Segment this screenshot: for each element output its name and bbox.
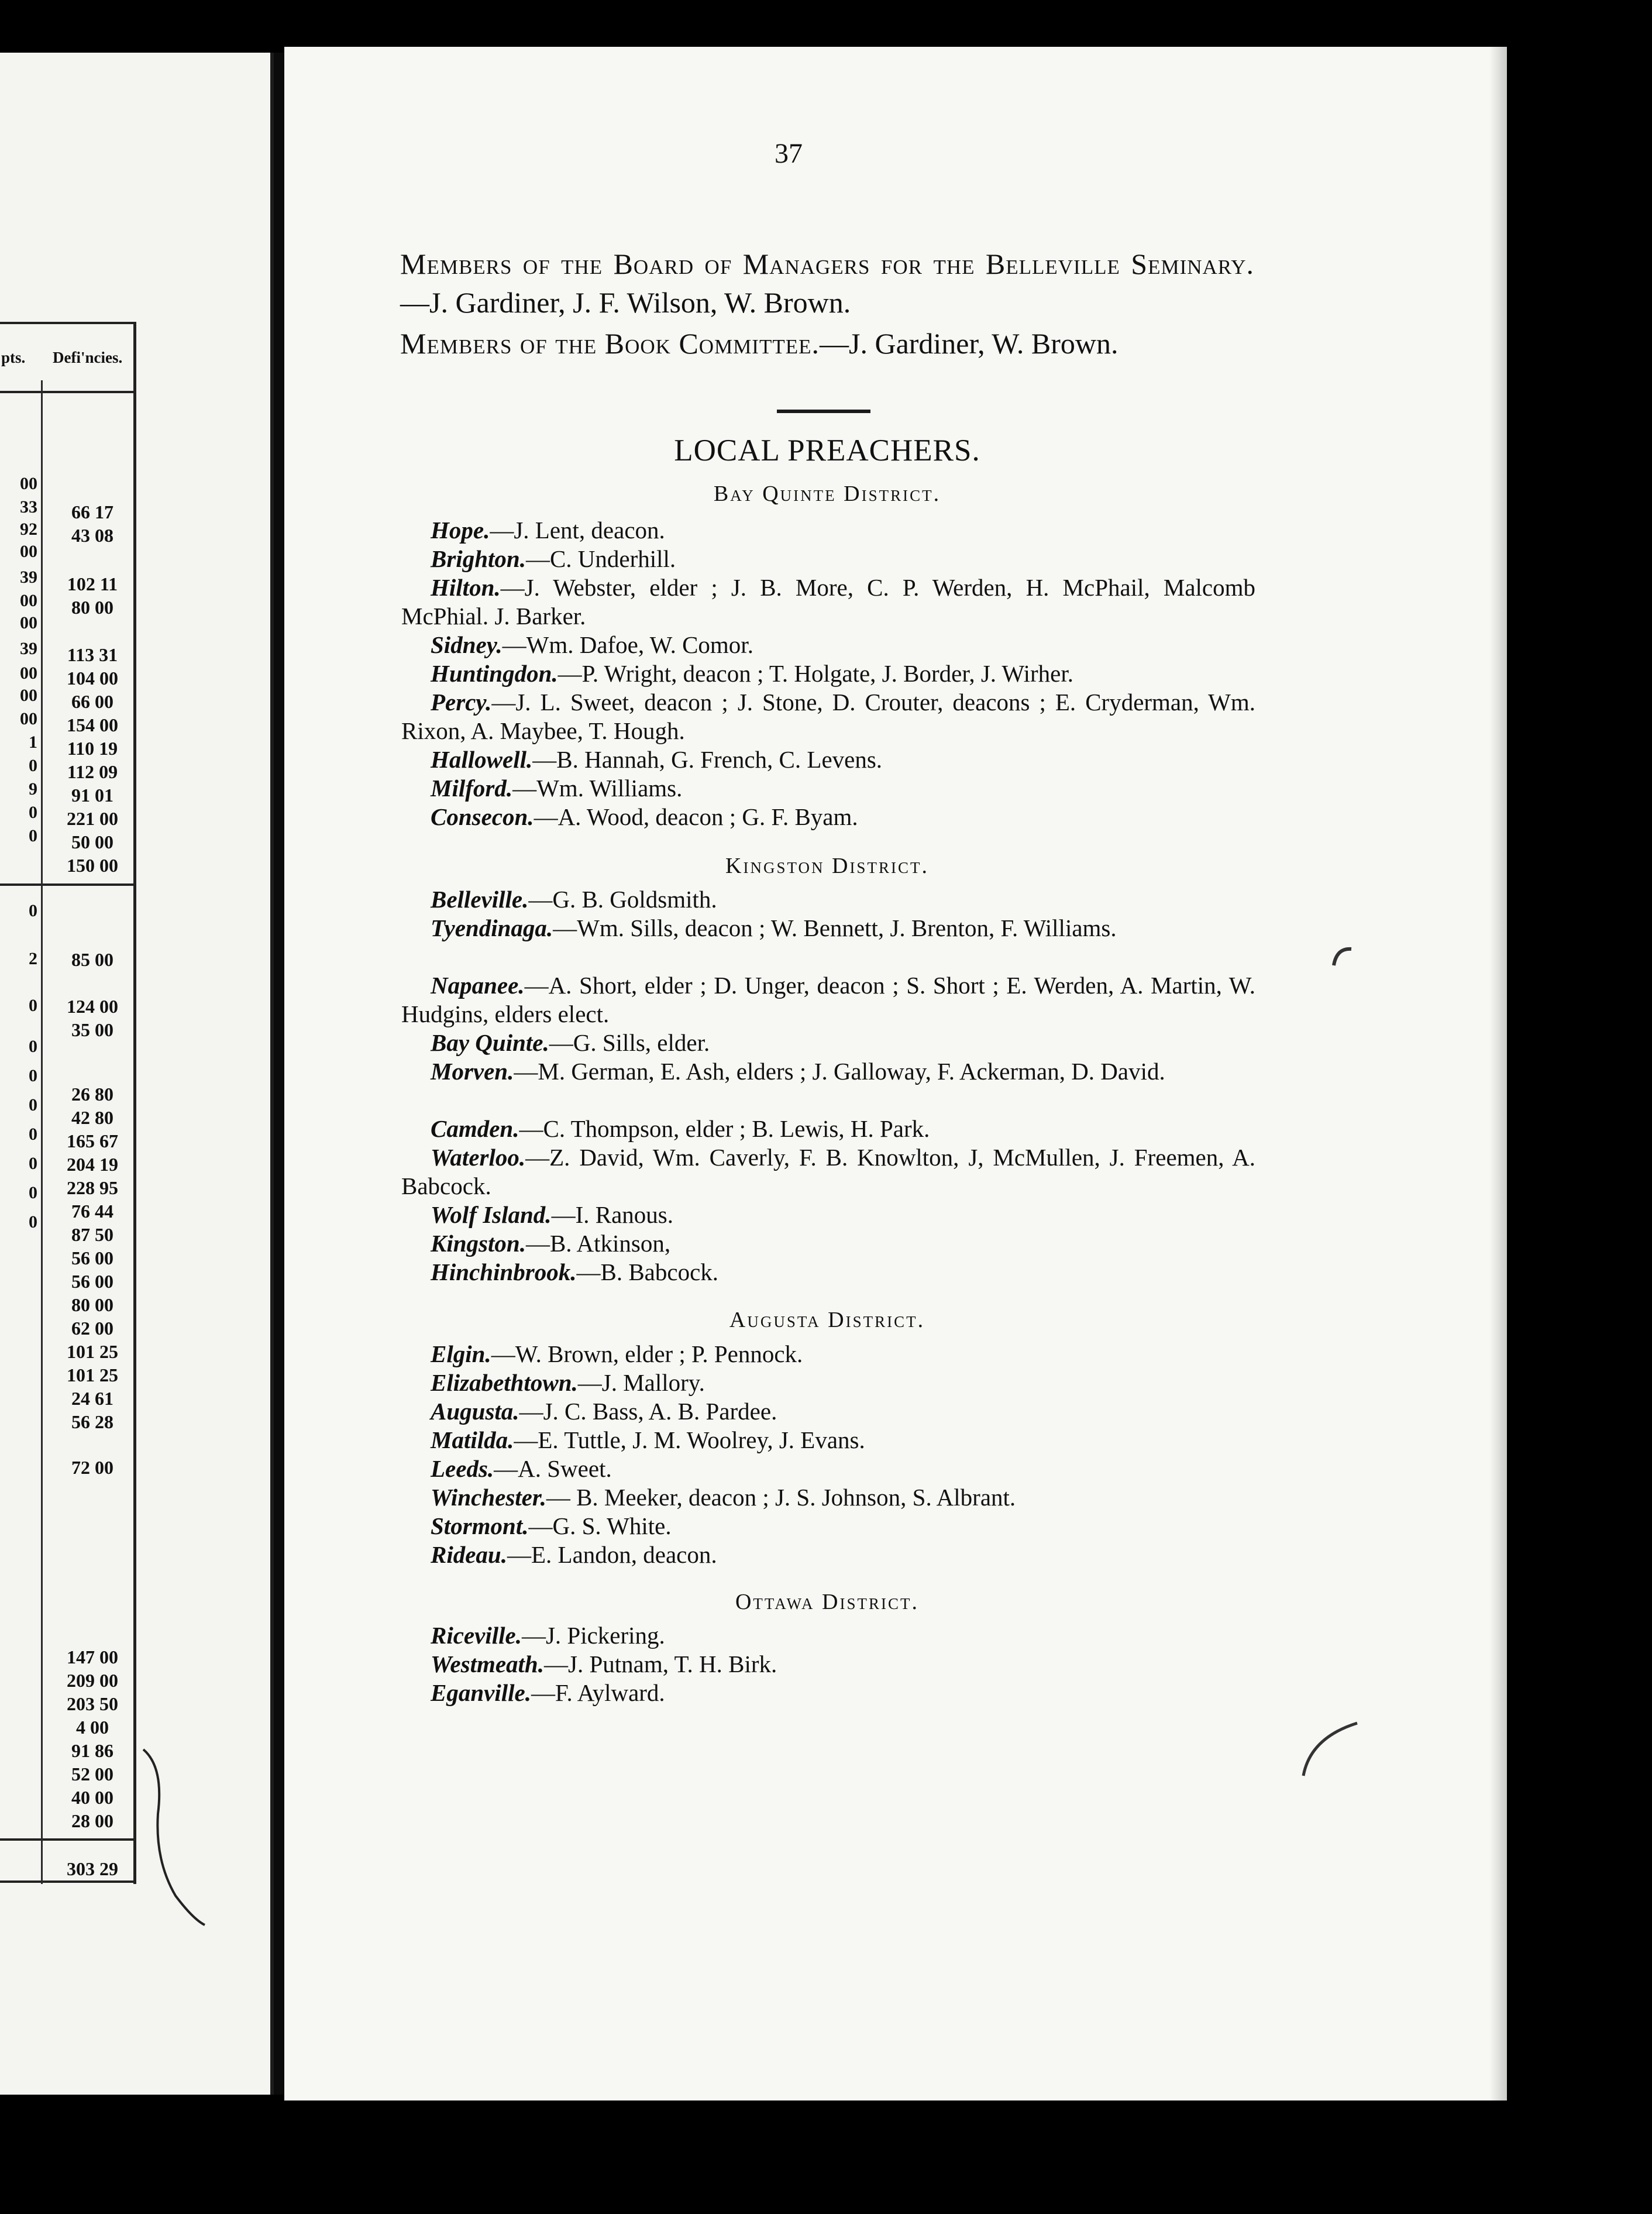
place-name: Kingston. (431, 1230, 526, 1257)
entry-napanee (401, 971, 1255, 1029)
preacher-names: —E. Landon, deacon. (507, 1541, 717, 1568)
left-facing-page (0, 53, 274, 2095)
preacher-names: —B. Babcock. (576, 1259, 719, 1285)
preacher-names: —J. Putnam, T. H. Birk. (544, 1651, 777, 1677)
place-name: Elgin. (431, 1340, 491, 1367)
ledger-table-fragment (0, 322, 136, 1884)
place-name: Rideau. (431, 1541, 507, 1568)
district-heading-kingston: Kingston District. (725, 854, 929, 878)
deficiency-value: 4 00 (76, 1717, 109, 1738)
receipts-fragment: 00 (20, 686, 37, 705)
deficiency-value: 62 00 (71, 1318, 113, 1339)
preacher-names: —J. Mallory. (577, 1369, 705, 1396)
preacher-names: —E. Tuttle, J. M. Woolrey, J. Evans. (514, 1426, 865, 1453)
receipts-fragment: 1 (29, 733, 37, 752)
entry-winchester (401, 1483, 1255, 1512)
preacher-names: —J. C. Bass, A. B. Pardee. (519, 1398, 777, 1425)
place-name: Consecon. (431, 803, 534, 830)
deficiency-value: 66 00 (71, 691, 113, 712)
deficiency-value: 56 00 (71, 1271, 113, 1292)
deficiency-value: 101 25 (67, 1341, 118, 1362)
place-name: Morven. (431, 1058, 514, 1085)
deficiency-value: 209 00 (67, 1670, 118, 1691)
place-name: Waterloo. (431, 1144, 526, 1171)
page-edge-shadow (1489, 47, 1507, 2100)
deficiency-value: 154 00 (67, 714, 118, 735)
place-name: Elizabethtown. (431, 1369, 578, 1396)
receipts-fragment: 00 (20, 542, 37, 561)
deficiency-value: 91 86 (71, 1740, 113, 1761)
place-name: Tyendinaga. (431, 915, 553, 941)
receipts-fragment: 0 (29, 1212, 37, 1232)
entry-sidney (401, 631, 1255, 659)
entry-percy (401, 688, 1255, 745)
deficiency-value: 203 50 (67, 1693, 118, 1714)
entry-camden (401, 1115, 1255, 1143)
entry-belleville (401, 885, 1255, 914)
preacher-names: — B. Meeker, deacon ; J. S. Johnson, S. Albrant. (546, 1484, 1016, 1511)
entry-huntingdon (401, 659, 1255, 688)
entry-hilton (401, 573, 1255, 631)
deficiency-value: 52 00 (71, 1763, 113, 1785)
preacher-names: —B. Hannah, G. French, C. Levens. (532, 746, 883, 773)
entry-kingston (401, 1229, 1255, 1258)
place-name: Brighton. (431, 545, 526, 572)
receipts-fragment: 0 (29, 1066, 37, 1085)
place-name: Hope. (431, 517, 490, 544)
receipts-fragment: 00 (20, 591, 37, 610)
receipts-fragment: 33 (20, 497, 37, 517)
deficiency-value: 85 00 (71, 949, 113, 970)
preacher-names: —A. Wood, deacon ; G. F. Byam. (534, 803, 858, 830)
preacher-names: —B. Atkinson, (525, 1230, 671, 1257)
board-label: Members of the Board of Managers for the Belleville Seminary. (400, 247, 1254, 280)
place-name: Hilton. (431, 574, 501, 601)
place-name: Wolf Island. (431, 1201, 552, 1228)
deficiency-value: 112 09 (67, 761, 118, 782)
deficiency-value: 91 01 (71, 785, 113, 806)
preacher-names: —W. Brown, elder ; P. Pennock. (491, 1340, 803, 1367)
entry-westmeath (401, 1650, 1255, 1679)
receipts-fragment: 92 (20, 520, 37, 539)
receipts-fragment: 0 (29, 756, 37, 775)
bottom-rule (0, 1880, 133, 1883)
deficiency-value: 76 44 (71, 1201, 113, 1222)
preacher-names: —Z. David, Wm. Caverly, F. B. Knowlton, J, McMullen, J. Freemen, A. Babcock. (401, 1144, 1255, 1199)
deficiency-value: 66 17 (71, 501, 113, 522)
preacher-names: —J. L. Sweet, deacon ; J. Stone, D. Crouter, deacons ; E. Cryderman, Wm. Rixon, A. Maybee, T. Hough. (401, 689, 1255, 744)
book-committee-label: Members of the Book Committee. (400, 327, 820, 360)
deficiency-value: 72 00 (71, 1457, 113, 1478)
place-name: Percy. (431, 689, 492, 716)
place-name: Augusta. (431, 1398, 519, 1425)
column-separator (41, 380, 43, 1884)
receipts-fragment: 0 (29, 803, 37, 822)
receipts-fragment: 9 (29, 779, 37, 799)
deficiency-value: 165 67 (67, 1130, 118, 1151)
district-heading-bay-quinte: Bay Quinte District. (713, 482, 941, 506)
preacher-names: —Wm. Sills, deacon ; W. Bennett, J. Brenton, F. Williams. (553, 915, 1117, 941)
deficiency-value: 35 00 (71, 1019, 113, 1040)
receipts-fragment: 00 (20, 663, 37, 683)
entry-hope (401, 516, 1255, 545)
preacher-names: —J. Webster, elder ; J. B. More, C. P. Werden, H. McPhail, Malcomb McPhial. J. Barker. (401, 574, 1255, 630)
local-preachers-heading: LOCAL PREACHERS. (674, 434, 980, 467)
deficiency-value: 204 19 (67, 1154, 118, 1175)
preacher-names: —G. S. White. (528, 1512, 672, 1539)
entry-rideau (401, 1541, 1255, 1569)
entry-brighton (401, 545, 1255, 573)
deficiency-value: 26 80 (71, 1084, 113, 1105)
place-name: Belleville. (431, 886, 529, 913)
place-name: Milford. (431, 775, 513, 802)
entry-augusta (401, 1397, 1255, 1426)
board-members: —J. Gardiner, J. F. Wilson, W. Brown. (400, 286, 851, 319)
deficiency-value: 80 00 (71, 1294, 113, 1315)
preacher-names: —G. Sills, elder. (549, 1029, 710, 1056)
deficiency-value: 24 61 (71, 1388, 113, 1409)
preacher-names: —Wm. Dafoe, W. Comor. (502, 631, 753, 658)
preacher-names: —C. Thompson, elder ; B. Lewis, H. Park. (519, 1115, 930, 1142)
deficiency-value: 42 80 (71, 1107, 113, 1128)
entry-elgin (401, 1340, 1255, 1369)
place-name: Matilda. (431, 1426, 514, 1453)
deficiency-value: 113 31 (67, 644, 118, 665)
place-name: Camden. (431, 1115, 519, 1142)
place-name: Stormont. (431, 1512, 529, 1539)
entry-tyendinaga (401, 914, 1255, 943)
book-committee-members: —J. Gardiner, W. Brown. (820, 327, 1118, 360)
receipts-fragment: 2 (29, 949, 37, 968)
preacher-names: —A. Short, elder ; D. Unger, deacon ; S. Short ; E. Werden, A. Martin, W. Hudgins, elders elect. (401, 972, 1255, 1027)
receipts-fragment: 0 (29, 901, 37, 920)
place-name: Eganville. (431, 1679, 531, 1706)
bracket-pen-mark (140, 1744, 211, 1937)
receipts-fragment: 39 (20, 568, 37, 587)
receipts-fragment: 0 (29, 826, 37, 845)
preacher-names: —F. Aylward. (531, 1679, 665, 1706)
table-top-rule (0, 322, 133, 324)
book-gutter (274, 53, 284, 2095)
preacher-names: —A. Sweet. (494, 1455, 612, 1482)
entry-leeds (401, 1455, 1255, 1483)
receipts-fragment: 39 (20, 639, 37, 658)
receipts-fragment: 0 (29, 996, 37, 1015)
receipts-fragment: 0 (29, 1125, 37, 1144)
deficiency-value: 43 08 (71, 525, 113, 546)
entry-waterloo (401, 1143, 1255, 1201)
deficiency-value: 221 00 (67, 808, 118, 829)
place-name: Bay Quinte. (431, 1029, 549, 1056)
deficiency-value: 110 19 (67, 738, 118, 759)
place-name: Hinchinbrook. (431, 1259, 577, 1285)
stray-pen-mark (1299, 1720, 1363, 1779)
stray-ink-spot (1328, 942, 1357, 971)
receipts-fragment: 00 (20, 474, 37, 493)
entry-morven (401, 1057, 1255, 1086)
receipts-fragment: 00 (20, 613, 37, 632)
section-divider-rule (777, 410, 870, 413)
receipts-fragment: 0 (29, 1154, 37, 1173)
deficiency-value: 303 29 (67, 1858, 118, 1879)
deficiency-value: 150 00 (67, 855, 118, 876)
place-name: Napanee. (431, 972, 525, 999)
place-name: Huntingdon. (431, 660, 558, 687)
preacher-names: —Wm. Williams. (512, 775, 683, 802)
receipts-fragment: 0 (29, 1095, 37, 1115)
deficiency-value: 101 25 (67, 1364, 118, 1386)
header-rule (0, 391, 133, 393)
entry-consecon (401, 803, 1255, 831)
preacher-names: —J. Lent, deacon. (490, 517, 665, 544)
deficiency-value: 50 00 (71, 831, 113, 852)
deficiency-value: 80 00 (71, 597, 113, 618)
preacher-names: —M. German, E. Ash, elders ; J. Galloway, F. Ackerman, D. David. (514, 1058, 1165, 1085)
district-heading-augusta: Augusta District. (729, 1308, 925, 1332)
deficiency-value: 102 11 (67, 573, 118, 594)
district-heading-ottawa: Ottawa District. (735, 1590, 920, 1614)
preacher-names: —G. B. Goldsmith. (528, 886, 717, 913)
deficiency-value: 56 28 (71, 1411, 113, 1432)
place-name: Hallowell. (431, 746, 533, 773)
section-rule (0, 883, 133, 886)
deficiency-value: 147 00 (67, 1646, 118, 1668)
deficiency-value: 28 00 (71, 1810, 113, 1831)
entry-wolf-island (401, 1201, 1255, 1229)
entry-elizabethtown (401, 1369, 1255, 1397)
preacher-names: —I. Ranous. (551, 1201, 673, 1228)
entry-hallowell (401, 745, 1255, 774)
deficiency-value: 228 95 (67, 1177, 118, 1198)
board-of-managers-paragraph (400, 245, 1254, 322)
receipts-fragment: 0 (29, 1183, 37, 1202)
deficiency-value: 40 00 (71, 1787, 113, 1808)
entry-milford (401, 774, 1255, 803)
column-header-deficiencies: Defi'ncies. (53, 349, 123, 366)
entry-matilda (401, 1426, 1255, 1455)
entry-stormont (401, 1512, 1255, 1541)
deficiency-value: 124 00 (67, 996, 118, 1017)
place-name: Riceville. (431, 1622, 522, 1649)
entry-bay-quinte (401, 1029, 1255, 1057)
preacher-names: —P. Wright, deacon ; T. Holgate, J. Border, J. Wirher. (557, 660, 1074, 687)
total-rule (0, 1838, 133, 1841)
deficiency-value: 56 00 (71, 1247, 113, 1268)
preacher-names: —J. Pickering. (521, 1622, 665, 1649)
receipts-fragment: 00 (20, 709, 37, 728)
column-header-receipts: pts. (1, 349, 26, 366)
place-name: Leeds. (431, 1455, 494, 1482)
preacher-names: —C. Underhill. (525, 545, 676, 572)
book-committee-paragraph (400, 324, 1254, 363)
entry-hinchinbrook (401, 1258, 1255, 1287)
entry-riceville (401, 1621, 1255, 1650)
page-number: 37 (775, 138, 803, 169)
entry-eganville (401, 1679, 1255, 1707)
deficiency-value: 104 00 (67, 668, 118, 689)
place-name: Winchester. (431, 1484, 546, 1511)
receipts-fragment: 0 (29, 1037, 37, 1056)
deficiency-value: 87 50 (71, 1224, 113, 1245)
place-name: Westmeath. (431, 1651, 544, 1677)
place-name: Sidney. (431, 631, 503, 658)
